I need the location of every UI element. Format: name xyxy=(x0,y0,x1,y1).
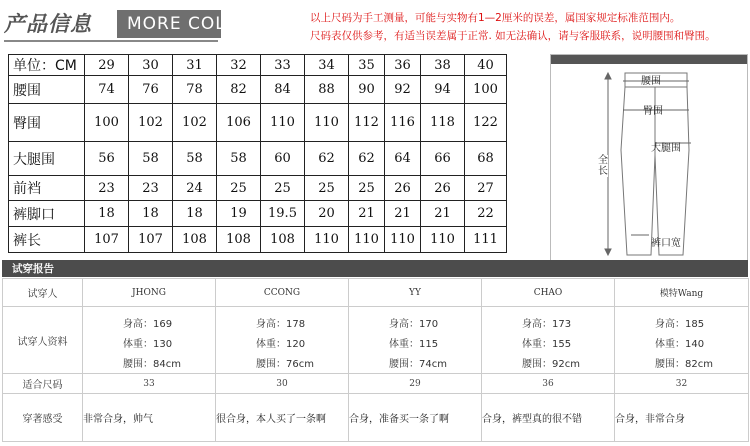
weight-value: 140 xyxy=(685,339,705,350)
cell: 108 xyxy=(173,227,217,253)
cell: 68 xyxy=(465,142,507,176)
cell: 18 xyxy=(129,201,173,227)
weight-label: 体重： xyxy=(256,339,286,350)
waist-label: 腰围： xyxy=(655,359,685,370)
row-label: 试穿人 xyxy=(3,279,83,307)
cell: 118 xyxy=(421,104,465,142)
cell: 19 xyxy=(217,201,261,227)
cell: 26 xyxy=(385,176,421,201)
weight-label: 体重： xyxy=(522,339,552,350)
size-col: 31 xyxy=(173,55,217,76)
waist-value: 76cm xyxy=(286,359,314,370)
row-label: 裤脚口 xyxy=(9,201,85,227)
size-row-thigh xyxy=(9,142,507,176)
tester-stats xyxy=(482,307,615,374)
cell: 94 xyxy=(421,76,465,104)
cell: 82 xyxy=(217,76,261,104)
cell: 74 xyxy=(85,76,129,104)
cell: 92 xyxy=(385,76,421,104)
feedback-text: 合身，非常合身 xyxy=(615,394,749,442)
feedback-text: 合身，裤型真的很不错 xyxy=(482,394,615,442)
cell: 76 xyxy=(129,76,173,104)
height-value: 185 xyxy=(685,319,705,330)
row-label: 试穿人资料 xyxy=(3,307,83,374)
cell: 25 xyxy=(217,176,261,201)
weight-value: 155 xyxy=(552,339,572,350)
fit-size: 30 xyxy=(216,374,349,394)
fit-size: 36 xyxy=(482,374,615,394)
cell: 25 xyxy=(261,176,305,201)
title-underline xyxy=(4,40,218,42)
cell: 20 xyxy=(305,201,349,227)
cell: 110 xyxy=(305,227,349,253)
row-label: 臀围 xyxy=(9,104,85,142)
tester-name: CCONG xyxy=(216,279,349,307)
cell: 78 xyxy=(173,76,217,104)
waist-label: 腰围： xyxy=(256,359,286,370)
size-col: 40 xyxy=(465,55,507,76)
feedback-text: 合身，准备买一条了啊 xyxy=(349,394,482,442)
fit-size: 29 xyxy=(349,374,482,394)
cell: 22 xyxy=(465,201,507,227)
fit-size: 33 xyxy=(83,374,216,394)
report-row-tester xyxy=(3,279,749,307)
cell: 62 xyxy=(349,142,385,176)
cell: 21 xyxy=(421,201,465,227)
cell: 100 xyxy=(465,76,507,104)
cell: 27 xyxy=(465,176,507,201)
size-row-hem xyxy=(9,201,507,227)
size-header-row xyxy=(9,55,507,76)
cell: 102 xyxy=(173,104,217,142)
waist-label: 腰围： xyxy=(123,359,153,370)
cell: 110 xyxy=(305,104,349,142)
diagram-label-waist: 腰围 xyxy=(641,76,661,87)
cell: 23 xyxy=(129,176,173,201)
report-section-title: 试穿报告 xyxy=(12,263,54,275)
tester-name: JHONG xyxy=(83,279,216,307)
feedback-text: 很合身，本人买了一条啊 xyxy=(216,394,349,442)
size-col: 29 xyxy=(85,55,129,76)
cell: 26 xyxy=(421,176,465,201)
cell: 111 xyxy=(465,227,507,253)
size-col: 32 xyxy=(217,55,261,76)
section-title-en: MORE COLOR xyxy=(127,14,253,34)
row-label: 适合尺码 xyxy=(3,374,83,394)
cell: 107 xyxy=(85,227,129,253)
fitting-report-table xyxy=(2,278,749,442)
cell: 122 xyxy=(465,104,507,142)
size-table xyxy=(8,54,507,253)
size-row-hip xyxy=(9,104,507,142)
header xyxy=(0,0,750,50)
height-label: 身高： xyxy=(123,319,153,330)
waist-label: 腰围： xyxy=(522,359,552,370)
height-value: 169 xyxy=(153,319,173,330)
report-row-feedback xyxy=(3,394,749,442)
cell: 102 xyxy=(129,104,173,142)
cell: 106 xyxy=(217,104,261,142)
tester-stats xyxy=(615,307,749,374)
size-col: 38 xyxy=(421,55,465,76)
cell: 25 xyxy=(349,176,385,201)
cell: 19.5 xyxy=(261,201,305,227)
size-col: 36 xyxy=(385,55,421,76)
diagram-label-length: 全长 xyxy=(598,155,608,177)
cell: 24 xyxy=(173,176,217,201)
cell: 58 xyxy=(217,142,261,176)
row-label: 裤长 xyxy=(9,227,85,253)
row-label: 穿著感受 xyxy=(3,394,83,442)
cell: 60 xyxy=(261,142,305,176)
height-value: 170 xyxy=(419,319,439,330)
weight-label: 体重： xyxy=(655,339,685,350)
waist-value: 84cm xyxy=(153,359,181,370)
cell: 18 xyxy=(173,201,217,227)
waist-value: 82cm xyxy=(685,359,713,370)
report-row-info xyxy=(3,307,749,374)
diagram-label-hip: 臀围 xyxy=(643,106,663,117)
cell: 23 xyxy=(85,176,129,201)
tester-name: YY xyxy=(349,279,482,307)
size-col: 33 xyxy=(261,55,305,76)
cell: 25 xyxy=(305,176,349,201)
cell: 108 xyxy=(217,227,261,253)
section-title-cn: 产品信息 xyxy=(4,12,92,36)
cell: 62 xyxy=(305,142,349,176)
cell: 110 xyxy=(421,227,465,253)
row-label: 前裆 xyxy=(9,176,85,201)
feedback-text: 非常合身，帅气 xyxy=(83,394,216,442)
cell: 21 xyxy=(349,201,385,227)
size-row-length xyxy=(9,227,507,253)
cell: 110 xyxy=(349,227,385,253)
row-label: 腰围 xyxy=(9,76,85,104)
height-value: 173 xyxy=(552,319,572,330)
cell: 116 xyxy=(385,104,421,142)
report-section-bar xyxy=(2,260,748,277)
weight-label: 体重： xyxy=(389,339,419,350)
waist-label: 腰围： xyxy=(389,359,419,370)
height-label: 身高： xyxy=(256,319,286,330)
size-row-front-rise xyxy=(9,176,507,201)
notice-line-2: 尺码表仅供参考，有适当误差属于正常. 如无法确认，请与客服联系，说明腰围和臀围。 xyxy=(310,30,716,42)
cell: 88 xyxy=(305,76,349,104)
row-label: 大腿围 xyxy=(9,142,85,176)
tester-stats xyxy=(349,307,482,374)
pants-diagram xyxy=(550,54,748,266)
cell: 56 xyxy=(85,142,129,176)
cell: 107 xyxy=(129,227,173,253)
size-notice xyxy=(310,9,750,45)
cell: 64 xyxy=(385,142,421,176)
size-col: 30 xyxy=(129,55,173,76)
tester-name: CHAO xyxy=(482,279,615,307)
weight-value: 115 xyxy=(419,339,439,350)
cell: 100 xyxy=(85,104,129,142)
unit-label: 单位：CM xyxy=(9,55,85,76)
cell: 90 xyxy=(349,76,385,104)
cell: 66 xyxy=(421,142,465,176)
cell: 110 xyxy=(261,104,305,142)
diagram-label-hem: 裤口宽 xyxy=(651,238,681,249)
cell: 84 xyxy=(261,76,305,104)
size-row-waist xyxy=(9,76,507,104)
weight-value: 130 xyxy=(153,339,173,350)
waist-value: 92cm xyxy=(552,359,580,370)
report-row-size xyxy=(3,374,749,394)
notice-line-1: 以上尺码为手工测量，可能与实物有1—2厘米的误差，属国家规定标准范围内。 xyxy=(310,12,681,24)
cell: 112 xyxy=(349,104,385,142)
tester-stats xyxy=(83,307,216,374)
cell: 58 xyxy=(173,142,217,176)
cell: 18 xyxy=(85,201,129,227)
height-label: 身高： xyxy=(522,319,552,330)
diagram-label-thigh: 大腿围 xyxy=(651,143,681,154)
weight-value: 120 xyxy=(286,339,306,350)
height-value: 178 xyxy=(286,319,306,330)
size-col: 35 xyxy=(349,55,385,76)
cell: 110 xyxy=(385,227,421,253)
tester-stats xyxy=(216,307,349,374)
weight-label: 体重： xyxy=(123,339,153,350)
cell: 58 xyxy=(129,142,173,176)
size-col: 34 xyxy=(305,55,349,76)
cell: 108 xyxy=(261,227,305,253)
tester-name: 模特Wang xyxy=(615,279,749,307)
cell: 21 xyxy=(385,201,421,227)
height-label: 身高： xyxy=(389,319,419,330)
height-label: 身高： xyxy=(655,319,685,330)
fit-size: 32 xyxy=(615,374,749,394)
waist-value: 74cm xyxy=(419,359,447,370)
